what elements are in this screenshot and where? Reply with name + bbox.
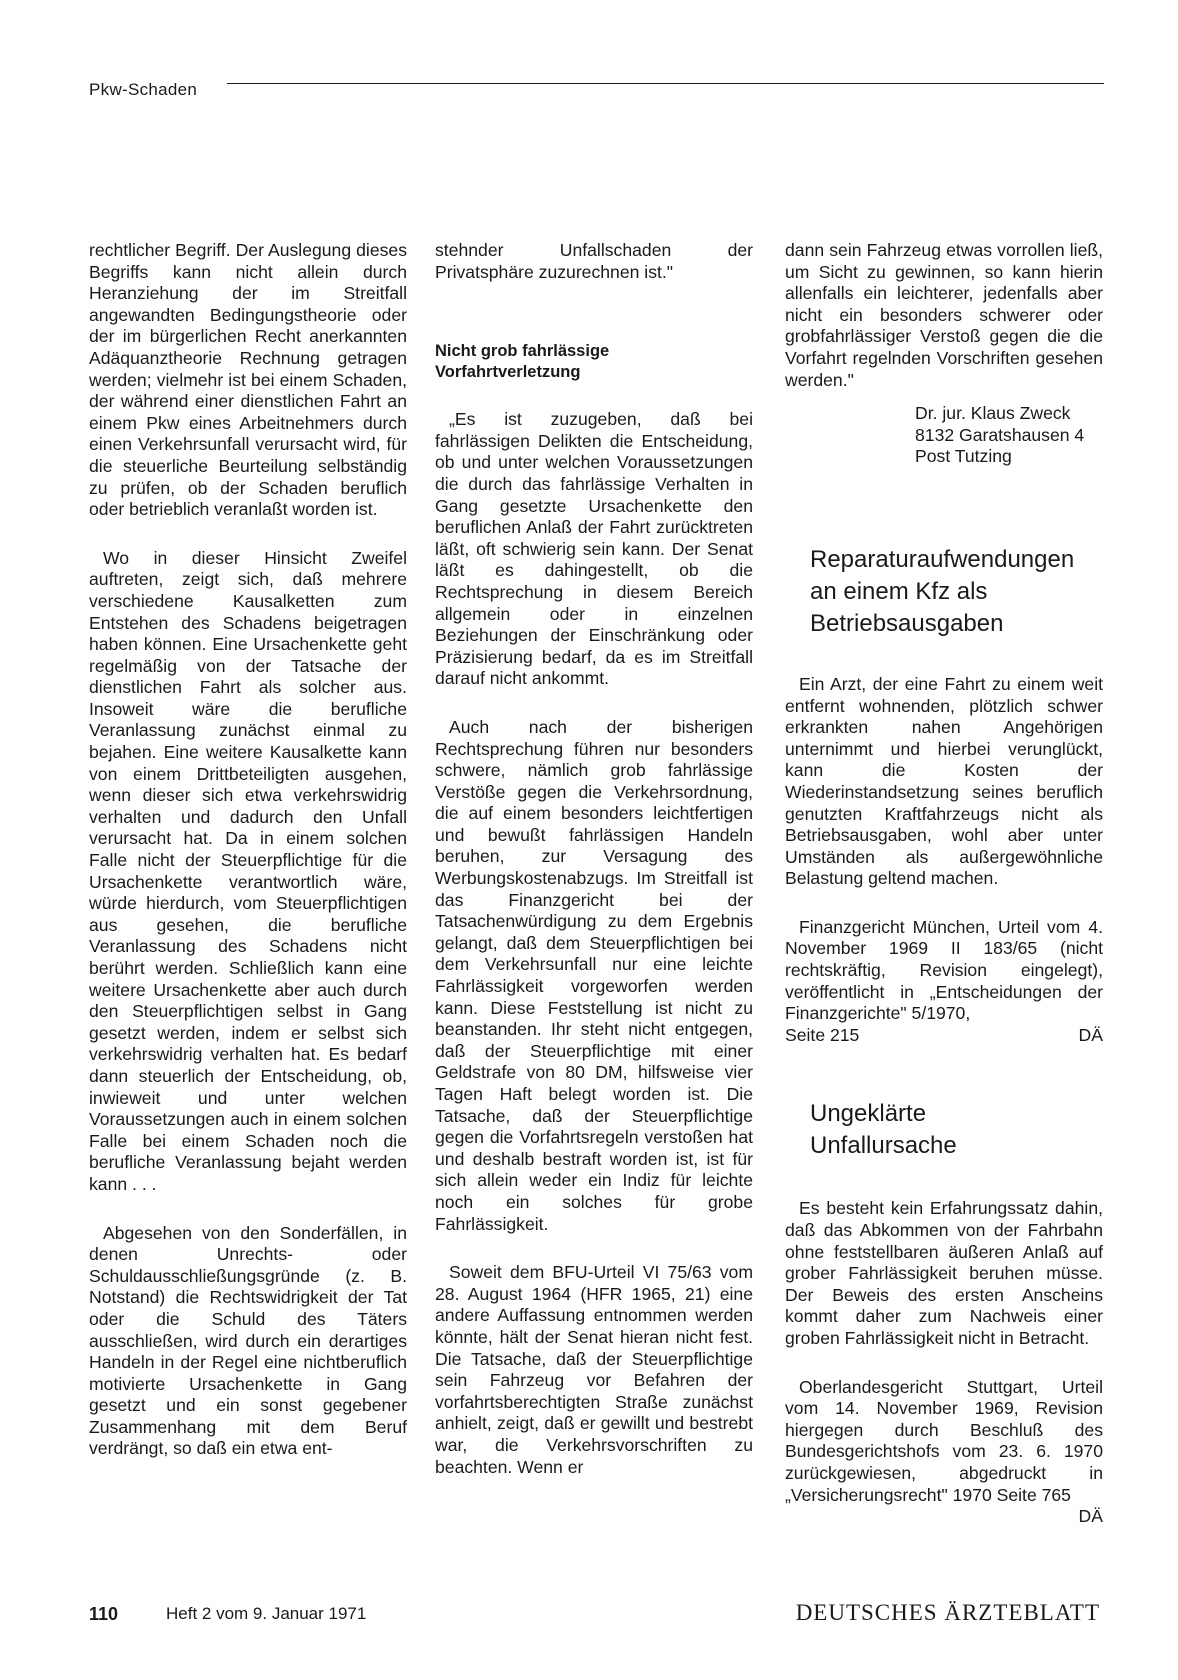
paragraph: rechtlicher Begriff. Der Auslegung dieses Begriffs kann nicht allein durch Heranziehung der im Streitfall angewandten Bedingungstheorie oder der im bürgerlichen Recht anerkannten Adäquanztheorie Rechnung getragen werden; vielmehr ist bei einem Schaden, der während einer dienstlichen Fahrt an einem Pkw eines Arbeitnehmers durch einen Verkehrsunfall verursacht wird, für die steuerliche Beurteilung selbständig zu prüfen, ob der Schaden beruflich oder betrieblich veranlaßt worden ist.: [89, 240, 407, 520]
paragraph: Abgesehen von den Sonderfällen, in denen Unrechts- oder Schuldausschließungsgründe (z. B. Notstand) die Rechtswidrigkeit der Tat oder die Schuld des Täters ausschließen, wird durch ein derartiges Handeln in der Regel eine nichtberuflich motivierte Ursachenkette in Gang gesetzt und ein sonst gegebener Zusammenhang mit dem Beruf verdrängt, so daß ein etwa ent-: [89, 1222, 407, 1459]
journal-title: DEUTSCHES ÄRZTEBLATT: [795, 1600, 1100, 1625]
column-3: [785, 240, 1103, 1528]
section-title: [810, 1098, 1103, 1162]
subheading: [435, 341, 753, 383]
issue-info: Heft 2 vom 9. Januar 1971: [166, 1604, 367, 1623]
column-2: [435, 240, 753, 1478]
author-address: 8132 Garatshausen 4: [915, 424, 1085, 445]
citation-end: [785, 1025, 1103, 1047]
section-title-line: Betriebsausgaben: [810, 609, 1004, 637]
section-title-line: Unfallursache: [810, 1132, 957, 1160]
subheading-line: Nicht grob fahrlässige: [435, 342, 610, 361]
citation: Finanzgericht München, Urteil vom 4. November 1969 II 183/65 (nicht rechtskräftig, Revision eingelegt), veröffentlicht in „Entscheidungen der Finanzgerichte" 5/1970,: [785, 916, 1103, 1024]
section-title: [810, 544, 1103, 640]
paragraph: dann sein Fahrzeug etwas vorrollen ließ, um Sicht zu gewinnen, so kann hierin allenfalls ein leichterer, jedenfalls aber nicht ein besonders schwerer oder grobfahrlässiger Verstoß gegen die die Vorfahrt regelnden Vorschriften gesehen werden.": [785, 240, 1103, 390]
paragraph: Ein Arzt, der eine Fahrt zu einem weit entfernt wohnenden, plötzlich schwer erkrankten nahen Angehörigen unternimmt und hierbei verunglückt, kann die Kosten der Wiederinstandsetzung seines beruflich genutzten Kraftfahrzeugs nicht als Betriebsausgaben, wohl aber unter Umständen als außergewöhnliche Belastung geltend machen.: [785, 673, 1103, 889]
paragraph: „Es ist zuzugeben, daß bei fahrlässigen Delikten die Entscheidung, ob und unter welchen Voraussetzungen die durch das fahrlässige Verhalten in Gang gesetzte Ursachenkette den beruflichen Anlaß der Fahrt zurücktreten läßt, oft schwierig sein kann. Der Senat läßt es dahingestellt, ob die Rechtsprechung in diesem Bereich allgemein oder in einzelnen Beziehungen der Einschränkung oder Präzisierung bedarf, da es im Streitfall darauf nicht ankommt.: [435, 409, 753, 689]
running-head: Pkw-Schaden: [89, 80, 198, 99]
paragraph: Wo in dieser Hinsicht Zweifel auftreten, zeigt sich, daß mehrere verschiedene Kausalketten zum Entstehen des Schadens beigetragen haben können. Eine Ursachenkette geht regelmäßig von der Tatsache der dienstlichen Fahrt als solcher aus. Insoweit wäre die berufliche Veranlassung zunächst einmal zu bejahen. Eine weitere Kausalkette kann von einem Drittbeteiligten ausgehen, wenn dieser sich etwa verkehrswidrig verhalten und dadurch den Unfall verursacht hat. Da in einem solchen Falle nicht der Steuerpflichtige für die Ursachenkette verantwortlich wäre, würde hierdurch, vom Steuerpflichtigen aus gesehen, die berufliche Veranlassung des Schadens nicht berührt werden. Schließlich kann eine weitere Ursachenkette aber auch durch den Steuerpflichtigen selbst in Gang gesetzt werden, indem er selbst sich verkehrswidrig verhalten hat. Es bedarf dann steuerlich der Entscheidung, ob, inwieweit und unter welchen Voraussetzungen auch in einem solchen Falle bei einem Schaden noch die berufliche Veranlassung bejaht werden kann . . .: [89, 547, 407, 1194]
source-tag: DÄ: [1078, 1506, 1103, 1527]
column-1: [89, 240, 407, 1460]
paragraph: stehnder Unfallschaden der Privatsphäre zuzurechnen ist.": [435, 240, 753, 282]
section-title-line: an einem Kfz als: [810, 577, 988, 605]
author-address: Post Tutzing: [915, 446, 1012, 467]
source-tag: DÄ: [1078, 1024, 1103, 1045]
subheading-line: Vorfahrtverletzung: [435, 363, 581, 382]
paragraph: Soweit dem BFU-Urteil VI 75/63 vom 28. August 1964 (HFR 1965, 21) eine andere Auffassung entnommen werden könnte, hält der Senat hieran nicht fest. Die Tatsache, daß der Steuerpflichtige sein Fahrzeug vor Befahren der vorfahrtsberechtigten Straße zunächst anhielt, zeigt, daß er gewillt und bestrebt war, die Verkehrsvorschriften zu beachten. Wenn er: [435, 1262, 753, 1477]
author-block: [785, 403, 1103, 468]
section-title-line: Reparaturaufwendungen: [810, 545, 1075, 573]
paragraph: Auch nach der bisherigen Rechtsprechung führen nur besonders schwere, nämlich grob fahrlässige Verstöße gegen die Verkehrsordnung, die auf einem besonders leichtfertigen und bewußt fahrlässigen Handeln beruhen, zur Versagung des Werbungskostenabzugs. Im Streitfall ist das Finanzgericht bei der Tatsachenwürdigung zu dem Ergebnis gelangt, daß dem Steuerpflichtigen bei dem Verkehrsunfall nur eine leichte Fahrlässigkeit vorgeworfen werden kann. Diese Feststellung ist nicht zu beanstanden. Ihr steht nicht entgegen, daß der Steuerpflichtige mit einer Geldstrafe von 80 DM, hilfsweise vier Tagen Haft belegt worden ist. Die Tatsache, daß der Steuerpflichtige gegen die Vorfahrtsregeln verstoßen hat und deshalb bestraft worden ist, ist für sich allein weder ein Indiz für leichte noch ein solches für grobe Fahrlässigkeit.: [435, 716, 753, 1234]
author-name: Dr. jur. Klaus Zweck: [915, 403, 1071, 424]
citation-end: [785, 1506, 1103, 1528]
page-number: 110: [89, 1604, 119, 1624]
section-title-line: Ungeklärte: [810, 1100, 927, 1128]
citation: Oberlandesgericht Stuttgart, Urteil vom 14. November 1969, Revision hiergegen durch Beschluß des Bundesgerichtshofs vom 23. 6. 1970 zurückgewiesen, abgedruckt in „Versicherungsrecht" 1970 Seite 765: [785, 1376, 1103, 1505]
paragraph: Es besteht kein Erfahrungssatz dahin, daß das Abkommen von der Fahrbahn ohne feststellbaren äußeren Anlaß auf grober Fahrlässigkeit beruhen müsse. Der Beweis des ersten Anscheins kommt daher zum Nachweis einer groben Fahrlässigkeit nicht in Betracht.: [785, 1198, 1103, 1348]
citation-page: Seite 215: [785, 1024, 860, 1045]
header-rule: [227, 83, 1104, 84]
